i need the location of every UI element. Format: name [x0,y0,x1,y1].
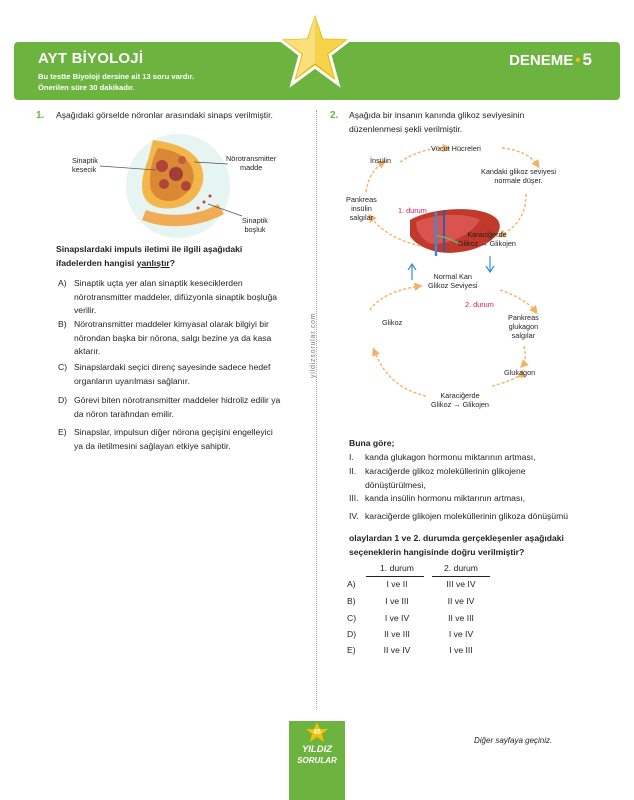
q2-question [349,532,564,559]
label-sinaptik-kesecik [72,156,98,174]
label-durum-2: 2. durum [465,300,494,309]
label-glikoz: Glikoz [382,318,403,327]
q2-buna-gore: Buna göre; [349,438,395,448]
statement-number: II. [349,466,357,476]
option-durum-1: II ve IV [383,645,411,655]
option-text-line: Nörotransmitter maddeler kimyasal olarak bilgiyi bir [74,319,269,329]
option-durum-1: I ve III [385,596,409,606]
next-page-note: Diğer sayfaya geçiniz. [474,736,553,745]
statement-text [365,465,526,492]
q2-question-line-2: seçeneklerin hangisinde doğru verilmiştir? [349,546,525,557]
option-letter: B) [347,596,356,606]
exam-title: AYT BİYOLOJİ [38,50,144,67]
q2-statement-3 [349,492,526,506]
statement-text: kanda insülin hormonu miktarının artması, [365,493,526,503]
label-karaciger-2: Karaciğerde Glikoz → Glikojen [431,391,489,409]
statement-number: IV. [349,511,359,521]
option-letter: D) [347,629,357,639]
statement-number: III. [349,493,359,503]
footer-logo-line-2: SORULAR [297,756,337,765]
option-text-line: organların uyarılması sağlanır. [74,375,190,386]
deneme-number: 5 [582,50,592,69]
q1-stem: Aşağıdaki görselde nöronlar arasındaki sinaps verilmiştir. [56,110,273,120]
q2-option-b[interactable] [347,596,475,606]
deneme-label [509,50,592,70]
statement-text: kanda glukagon hormonu miktarının artması, [365,452,536,462]
label-insulin: İnsülin [370,156,392,165]
q1-question [56,243,242,270]
label-durum-1: 1. durum [398,206,427,215]
option-durum-2: II ve IV [447,596,475,606]
option-text-line: verilir. [74,305,97,315]
q2-question-line-1: olaylardan 1 ve 2. durumda gerçekleşenler aşağıdaki [349,533,564,543]
option-letter: E) [58,427,67,437]
option-text [74,426,306,453]
page-number: 45 [313,729,321,736]
option-text-line: da nöron tarafından emilir. [74,408,174,419]
label-kandaki-glikoz: Kandaki glikoz seviyesi normale düşer. [481,167,557,185]
option-letter: C) [347,613,357,623]
option-durum-1: I ve IV [384,613,410,623]
deneme-text: DENEME [509,52,574,69]
star-logo-icon [277,8,353,88]
q1-question-line-2 [56,257,242,271]
q1-question-part-a: ifadelerden hangisi [56,257,137,268]
option-letter: B) [58,319,67,329]
q1-question-part-c: ? [169,257,175,268]
statement-text-line: karaciğerde glikoz moleküllerinin glikojene [365,466,526,476]
exam-subtitle [38,71,194,93]
label-glukagon: Glukagon [504,368,536,377]
sidebar-website: yildizsorular.com [310,312,317,378]
table-rule-2 [432,576,490,577]
label-pankreas-insulin: Pankreas insülin salgılar [346,195,377,222]
option-text-line: aktarır. [74,346,101,356]
option-letter: A) [58,278,67,288]
label-pankreas-glukagon: Pankreas glukagon salgılar [508,313,539,340]
q2-option-e[interactable] [347,645,473,655]
option-durum-2: I ve III [449,645,473,655]
label-karaciger-1: Karaciğerde Glikoz → Glikojen [458,230,516,248]
option-text-line: Görevi biten nörotransmitter maddeler hidroliz edilir ya [74,395,281,405]
statement-number: I. [349,452,354,462]
q2-statement-1 [349,451,536,465]
option-letter: D) [58,395,68,405]
option-letter: C) [58,362,68,372]
q2-option-a[interactable] [347,579,476,589]
statement-text: karaciğerde glikojen moleküllerinin glikoza dönüşümü [365,511,569,521]
label-sinaptik-bosluk-text: Sinaptik boşluk [242,216,268,234]
label-sinaptik-kesecik-text: Sinaptik kesecik [72,156,98,174]
option-text-line: Sinaptik uçta yer alan sinaptik keseciklerden [74,278,243,288]
footer-logo-text [289,744,345,766]
option-text-line: Sinapslar, impulsun diğer nörona geçişini engelleyici [74,427,273,437]
option-text-line: Sinapslardaki seçici direnç sayesinde sadece hedef [74,362,271,372]
q2-number: 2. [330,110,339,121]
option-text-line: nörondan başka bir nörona, salgı bezine ya da kasa [74,332,272,343]
label-vucut-hucreleri: Vücut Hücreleri [431,144,481,153]
q1-question-keyword: yanlıştır [136,257,170,268]
deneme-dot: • [575,52,581,69]
label-norotransmitter [226,154,276,172]
subtitle-line-1: Bu testte Biyoloji dersine ait 13 soru vardır. [38,72,195,81]
option-text-line: ya da iletilmesini sağlayan etkiye sahiptir. [74,440,231,451]
option-letter: E) [347,645,356,655]
option-durum-2: II ve III [448,613,474,623]
q1-question-line-1: Sinapslardaki impuls iletimi ile ilgili aşağıdaki [56,244,243,254]
label-normal-kan-glikoz: Normal Kan Glikoz Seviyesi [428,272,478,290]
option-durum-1: II ve III [384,629,410,639]
option-text [74,394,306,421]
q2-statement-2 [349,465,526,490]
table-header-durum-1: 1. durum [380,563,414,573]
option-durum-1: I ve II [386,579,408,589]
statement-text-line: dönüştürülmesi, [365,479,426,490]
label-norotransmitter-text: Nörotransmitter madde [226,154,277,172]
option-text [74,277,306,318]
q2-statement-4 [349,510,569,524]
q2-stem-line-2: düzenlenmesi şekli verilmiştir. [349,123,463,134]
table-header-durum-2: 2. durum [444,563,478,573]
footer-logo-line-1: YILDIZ [301,744,333,755]
option-durum-2: III ve IV [446,579,476,589]
q2-option-d[interactable] [347,629,474,639]
option-text [74,318,306,359]
q2-option-c[interactable] [347,613,474,623]
column-divider [316,110,317,710]
table-rule-1 [366,576,424,577]
option-text-line: nörotransmitter maddeler, difüzyonla sinaptik boşluğa [74,291,278,302]
subtitle-line-2: Önerilen süre 30 dakikadır. [38,83,135,92]
q1-number: 1. [36,110,45,121]
option-letter: A) [347,579,356,589]
label-sinaptik-bosluk [242,216,268,234]
option-text [74,361,306,388]
q2-stem [349,109,524,136]
q2-stem-line-1: Aşağıda bir insanın kanında glikoz seviyesinin [349,110,525,120]
option-durum-2: I ve IV [448,629,474,639]
